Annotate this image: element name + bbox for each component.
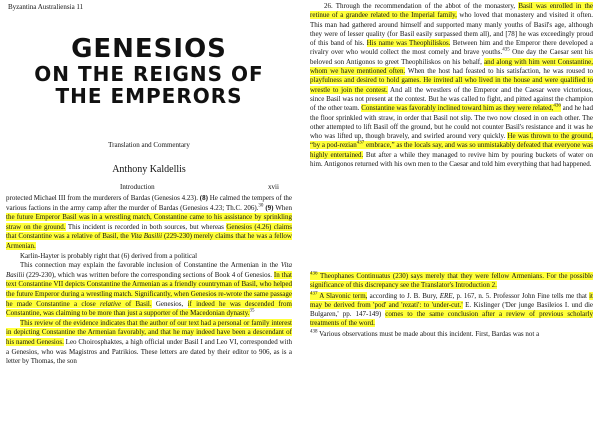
highlight: and along with him went Constantine, whom we have mentioned often. (310, 57, 593, 76)
highlight: His name was Theophiliskos. (366, 39, 451, 48)
highlight: Genesios (4.26) claims that Constantine was a relative of Basil, the Vita Basilii (229-230) merely claims that he was a fellow Armenian. (6, 222, 293, 250)
footnote-436 (310, 272, 593, 291)
book-title-line-3: THE EMPERORS (55, 84, 243, 108)
footnote-437: $^{437}$ A Slavonic term, according to J. B. Bury, ERE, p. 167, n. 5. Professor John Fine tells me that it may be derived from 'pod' and 'rezati': to 'under-cut.' E. Kislinger ('Der junge Basileios I. und die Bulgaren,' pp. 147-149) comes to the same conclusion after a review of previous scholarly treatments of the word. (310, 291, 593, 328)
highlight: Constantine was favorably inclined toward him as they were related,$^{436}$ (361, 103, 561, 113)
highlight: He was thrown to the ground, “by a pod-rezian$^{437}$ embrace,” as the locals say, and was so unmistakably defeated that everyone was highly entertained. (310, 132, 593, 159)
paragraph: Karlin-Hayter is probably right that (6) derived from a political (20, 251, 198, 260)
book-subtitle: Translation and Commentary (108, 141, 190, 149)
highlight: it may be derived from 'pod' and 'rezati': to 'under-cut.' (310, 291, 593, 309)
series-title: Byzantina Australiensia 11 (8, 3, 84, 11)
highlight: In that text Constantine VII depicts Constantine the Armenian as a friendly countryman of Basil, who helped the future Emperor during a wrestling match. Significantly, when Genesios re-wrote the same passage he made Constantine a close relative of Basil. (6, 270, 292, 308)
highlight: playfulness and desired to hold games. He invited all who lived in the house and were qualified to wrestle to join the contest. (310, 76, 593, 94)
paragraph: protected Michael III from the murderers of Bardas (Genesios 4.23). (8) He calmed the tempers of the various factions in the army camp after the murder of Bardas (Genesios 4.23; Th.C. 206).$^{30}$ (9) When the future Emperor Basil was in a wrestling match, Constantine came to his assistance by sprinkling straw on the ground. This incident is recorded in both sources, but whereas Genesios (4.26) claims that Constantine was a relative of Basil, the Vita Basilii (229-230) merely claims that he was a fellow Armenian. (6, 194, 293, 250)
page-number: xvii (268, 183, 279, 191)
left-body-text (6, 194, 292, 367)
paragraph: This connection may explain the favorable inclusion of Constantine the Armenian in the Vita Basilii (229-230), which was written before the corresponding sections of Book 4 of Genesios. In that text Constantine VII depicts Constantine the Armenian as a friendly countryman of Basil, who helped the future Emperor during a wrestling match. Significantly, when Genesios re-wrote the same passage he made Constantine a close relative of Basil. Genesios, if indeed he was descended from Constantine, was claiming to be more than just a supporter of the Macedonian dynasty.$^{35}$ (6, 261, 292, 318)
paragraph: This review of the evidence indicates that the author of our text had a personal or family interest in depicting Constantine the Armenian favorably, and that he may indeed have been a descendant of his named Genesios. Leo Choirosphaktes, a high official under Basil I and Leo VI, corresponded with a Genesios, who was Magistros and Patrikios. These letters are dated by their editor to 906, as is a letter by Thomas, the son (6, 318, 292, 366)
book-author: Anthony Kaldellis (112, 164, 186, 175)
footnotes (310, 272, 593, 340)
highlight: the future Emperor Basil was in a wrestling match, Constantine came to his assistance by sprinkling straw on the ground. (6, 213, 292, 231)
highlight: Basil was enrolled in the retinue of a grandee related to the Imperial family, (310, 2, 594, 20)
book-title-line-2: ON THE REIGNS OF (34, 62, 264, 86)
highlight: if indeed he was descended from Constantine, was claiming to be more than just a supporter of the Macedonian dynasty. (6, 299, 292, 318)
highlight: This review of the evidence indicates that the author of our text had a personal or family interest in depicting Constantine the Armenian favorably, and that he may indeed have been a descendant of his named Genesios. (6, 318, 292, 346)
highlight: $^{437}$ A Slavonic term, (310, 291, 368, 300)
section-heading: Introduction (120, 183, 155, 191)
highlight: comes to the same conclusion after a review of previous scholarly treatments of the word. (310, 310, 593, 328)
right-body-text (310, 2, 593, 169)
book-title-line-1: GENESIOS (71, 34, 227, 64)
highlight: $^{436}$ Theophanes Continuatus (230) says merely that they were fellow Armenians. For the possible significance of this discrepancy see the Translator's Introduction 2. (310, 271, 594, 290)
paragraph: 26. Through the recommendation of the abbot of the monastery, Basil was enrolled in the retinue of a grandee related to the Imperial family, who loved that monastery and visited it often. This man had gathered around himself and supported many manly youths of Basil's age, although they were of lesser quality (for Basil easily surpassed them all), and [78] he was exceedingly proud of this band of his. His name was Theophiliskos. Between him and the Emperor there developed a rivalry over who would collect the most comely and brave youths.$^{435}$ One day the Caesar sent his beloved son Antigonos to greet Theophiliskos on his behalf, and along with him went Constantine, whom we have mentioned often. When the host had feasted to his satisfaction, he was roused to playfulness and desired to hold games. He invited all who lived in the house and were qualified to wrestle to join the contest. And all the wrestlers of the Emperor and the Caesar were victorious, since Basil was not present at the contest. But he was called to fight, and pitted against the champion of the other team. Constantine was favorably inclined toward him as they were related,$^{436}$ and he had the floor sprinkled with straw, in order that Basil not slip. The two now closed in on each other. The other attempted to lift Basil off the ground, but he could not counter Basil's resistance and it was he who was lifted up, though bravely, and swirled around very quickly. He was thrown to the ground, “by a pod-rezian$^{437}$ embrace,” as the locals say, and was so unmistakably defeated that everyone was highly entertained. But after a while they managed to revive him by pouring buckets of water on him. Antigonos returned with his own men to the Caesar and told him everything that had happened. (310, 2, 594, 169)
footnote-438: $^{438}$ Various observations must be made about this incident. First, Bardas was not a (310, 329, 540, 338)
